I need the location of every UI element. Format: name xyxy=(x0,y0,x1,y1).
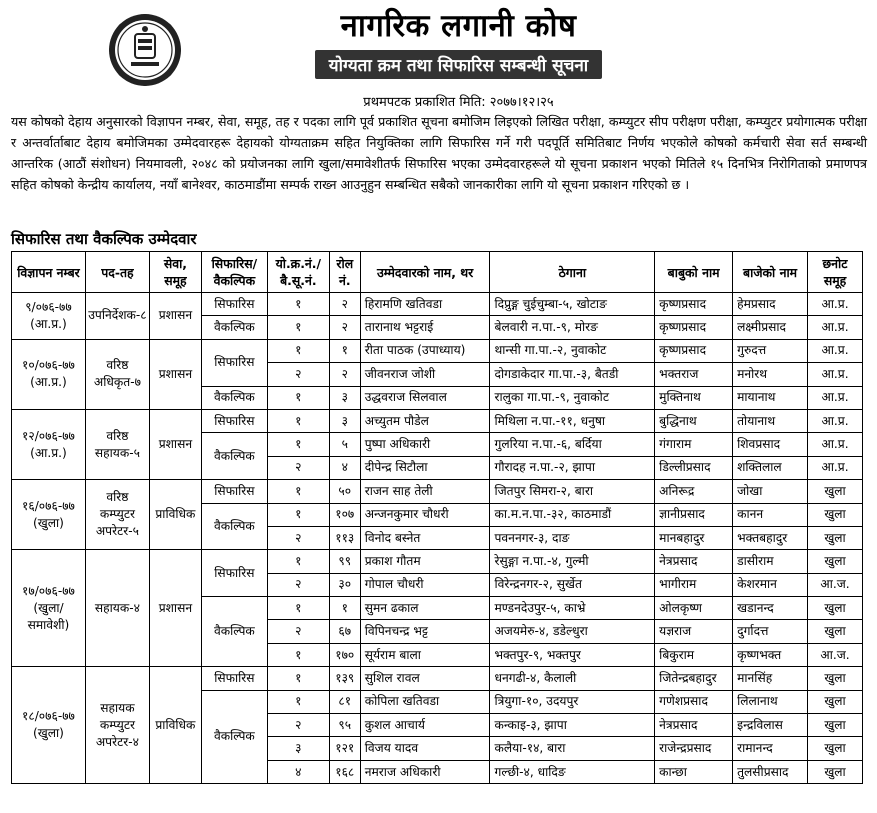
column-header: विज्ञापन नम्बर xyxy=(12,252,86,293)
sequence-number-cell: २ xyxy=(267,573,329,596)
sequence-number-cell: २ xyxy=(267,363,329,386)
father-name-cell: राजेन्द्रप्रसाद xyxy=(655,737,733,760)
roll-number-cell: २ xyxy=(329,316,360,339)
roll-number-cell: २ xyxy=(329,363,360,386)
candidate-name-cell: कुशल आचार्य xyxy=(360,714,490,737)
selection-group-cell: खुला xyxy=(808,737,863,760)
selection-group-cell: आ.प्र. xyxy=(808,409,863,432)
candidate-name-cell: रीता पाठक (उपाध्याय) xyxy=(360,339,490,362)
sequence-number-cell: १ xyxy=(267,667,329,690)
candidate-name-cell: सुमन ढकाल xyxy=(360,597,490,620)
candidate-name-cell: तारानाथ भट्टराई xyxy=(360,316,490,339)
recommendation-type-cell: सिफारिस xyxy=(201,339,267,386)
grandfather-name-cell: मनोरथ xyxy=(733,363,808,386)
sequence-number-cell: १ xyxy=(267,293,329,316)
sequence-number-cell: १ xyxy=(267,316,329,339)
selection-group-cell: खुला xyxy=(808,714,863,737)
address-cell: रालुका गा.पा.-९, नुवाकोट xyxy=(490,386,655,409)
sequence-number-cell: १ xyxy=(267,597,329,620)
roll-number-cell: ११३ xyxy=(329,526,360,549)
sequence-number-cell: १ xyxy=(267,480,329,503)
grandfather-name-cell: दुर्गादत्त xyxy=(733,620,808,643)
grandfather-name-cell: केशरमान xyxy=(733,573,808,596)
table-row xyxy=(12,339,863,362)
post-level-cell: उपनिर्देशक-८ xyxy=(85,293,149,340)
selection-group-cell: आ.प्र. xyxy=(808,339,863,362)
grandfather-name-cell: डासीराम xyxy=(733,550,808,573)
father-name-cell: कृष्णप्रसाद xyxy=(655,316,733,339)
advertisement-number-cell: ९/०७६-७७ (आ.प्र.) xyxy=(12,293,86,340)
candidate-name-cell: सूर्यराम बाला xyxy=(360,643,490,666)
address-cell: मिथिला न.पा.-११, धनुषा xyxy=(490,409,655,432)
roll-number-cell: ६७ xyxy=(329,620,360,643)
service-group-cell: प्राविधिक xyxy=(149,480,201,550)
address-cell: विरेन्द्रनगर-२, सुर्खेत xyxy=(490,573,655,596)
recommendation-type-cell: सिफारिस xyxy=(201,480,267,503)
roll-number-cell: १३९ xyxy=(329,667,360,690)
table-row xyxy=(12,667,863,690)
candidate-name-cell: हिरामणि खतिवडा xyxy=(360,293,490,316)
advertisement-number-cell: १०/०७६-७७ (आ.प्र.) xyxy=(12,339,86,409)
address-cell: दिप्रुङ्ग चुईचुम्बा-५, खोटाङ xyxy=(490,293,655,316)
candidate-name-cell: सुशिल रावल xyxy=(360,667,490,690)
roll-number-cell: ५० xyxy=(329,480,360,503)
recommendation-type-cell: वैकल्पिक xyxy=(201,503,267,550)
sequence-number-cell: १ xyxy=(267,503,329,526)
roll-number-cell: १ xyxy=(329,597,360,620)
roll-number-cell: ५ xyxy=(329,433,360,456)
father-name-cell: बिकुराम xyxy=(655,643,733,666)
recommendation-type-cell: वैकल्पिक xyxy=(201,316,267,339)
advertisement-number-cell: १७/०७६-७७ (खुला/ समावेशी) xyxy=(12,550,86,667)
selection-group-cell: खुला xyxy=(808,597,863,620)
section-heading: सिफारिस तथा वैकल्पिक उम्मेदवार xyxy=(11,230,197,248)
post-level-cell: वरिष्ठ सहायक-५ xyxy=(85,409,149,479)
address-cell: जितपुर सिमरा-२, बारा xyxy=(490,480,655,503)
selection-group-cell: आ.प्र. xyxy=(808,363,863,386)
selection-group-cell: खुला xyxy=(808,526,863,549)
table-body xyxy=(12,293,863,784)
grandfather-name-cell: शिवप्रसाद xyxy=(733,433,808,456)
roll-number-cell: २ xyxy=(329,293,360,316)
selection-group-cell: खुला xyxy=(808,667,863,690)
address-cell: भक्तपुर-९, भक्तपुर xyxy=(490,643,655,666)
column-header: छनोट समूह xyxy=(808,252,863,293)
grandfather-name-cell: मायानाथ xyxy=(733,386,808,409)
recommendation-type-cell: सिफारिस xyxy=(201,293,267,316)
father-name-cell: नेत्रप्रसाद xyxy=(655,550,733,573)
candidate-name-cell: नमराज अधिकारी xyxy=(360,760,490,783)
selection-group-cell: खुला xyxy=(808,480,863,503)
grandfather-name-cell: तुलसीप्रसाद xyxy=(733,760,808,783)
column-header: बाजेको नाम xyxy=(733,252,808,293)
selection-group-cell: आ.ज. xyxy=(808,573,863,596)
address-cell: पवननगर-३, दाङ xyxy=(490,526,655,549)
father-name-cell: ओलकृष्ण xyxy=(655,597,733,620)
candidate-name-cell: विजय यादव xyxy=(360,737,490,760)
father-name-cell: गणेशप्रसाद xyxy=(655,690,733,713)
column-header: पद-तह xyxy=(85,252,149,293)
address-cell: अजयमेरु-४, डडेल्धुरा xyxy=(490,620,655,643)
address-cell: रेसुङ्गा न.पा.-४, गुल्मी xyxy=(490,550,655,573)
candidate-name-cell: गोपाल चौधरी xyxy=(360,573,490,596)
address-cell: थान्सी गा.पा.-२, नुवाकोट xyxy=(490,339,655,362)
sequence-number-cell: १ xyxy=(267,550,329,573)
recommendation-type-cell: वैकल्पिक xyxy=(201,690,267,784)
grandfather-name-cell: मानसिंह xyxy=(733,667,808,690)
sequence-number-cell: १ xyxy=(267,690,329,713)
father-name-cell: कान्छा xyxy=(655,760,733,783)
father-name-cell: भागीराम xyxy=(655,573,733,596)
selection-group-cell: खुला xyxy=(808,690,863,713)
roll-number-cell: ९९ xyxy=(329,550,360,573)
recommendation-type-cell: सिफारिस xyxy=(201,667,267,690)
address-cell: का.म.न.पा.-३२, काठमाडौं xyxy=(490,503,655,526)
candidate-name-cell: उद्धवराज सिलवाल xyxy=(360,386,490,409)
header-row xyxy=(12,252,863,293)
selection-group-cell: आ.प्र. xyxy=(808,433,863,456)
address-cell: मण्डनदेउपुर-५, काभ्रे xyxy=(490,597,655,620)
advertisement-number-cell: १२/०७६-७७ (आ.प्र.) xyxy=(12,409,86,479)
roll-number-cell: ४ xyxy=(329,456,360,479)
address-cell: गौरादह न.पा.-२, झापा xyxy=(490,456,655,479)
roll-number-cell: ८१ xyxy=(329,690,360,713)
table-row xyxy=(12,293,863,316)
father-name-cell: कृष्णप्रसाद xyxy=(655,293,733,316)
selection-group-cell: खुला xyxy=(808,620,863,643)
notice-subtitle: योग्यता क्रम तथा सिफारिस सम्बन्धी सूचना xyxy=(315,50,602,79)
sequence-number-cell: १ xyxy=(267,386,329,409)
roll-number-cell: ३० xyxy=(329,573,360,596)
grandfather-name-cell: शक्तिलाल xyxy=(733,456,808,479)
post-level-cell: वरिष्ठ कम्प्युटर अपरेटर-५ xyxy=(85,480,149,550)
grandfather-name-cell: जोखा xyxy=(733,480,808,503)
recommendation-type-cell: सिफारिस xyxy=(201,550,267,597)
roll-number-cell: १०७ xyxy=(329,503,360,526)
service-group-cell: प्रशासन xyxy=(149,293,201,340)
service-group-cell: प्राविधिक xyxy=(149,667,201,784)
grandfather-name-cell: रामानन्द xyxy=(733,737,808,760)
grandfather-name-cell: इन्द्रविलास xyxy=(733,714,808,737)
sequence-number-cell: २ xyxy=(267,620,329,643)
address-cell: कलैया-१४, बारा xyxy=(490,737,655,760)
notice-body: यस कोषको देहाय अनुसारको विज्ञापन नम्बर, सेवा, समूह, तह र पदका लागि पूर्व प्रकाशित सूचना बमोजिम लिइएको लिखित परीक्षा, कम्प्युटर सीप परीक्षण परीक्षा, कम्प्युटर प्रयोगात्मक परीक्षा र अन्तर्वार्ताबाट देहाय बमोजिमका उम्मेदवारहरू देहायको योग्यताक्रम सहित नियुक्तिका लागि सिफारिस गर्ने गरी पदपूर्ति समितिबाट निर्णय भएकोले कोषको कर्मचारी सेवा सर्त सम्बन्धी आन्तरिक (आठौं संशोधन) नियमावली, २०४८ को प्रयोजनका लागि खुला/समावेशीतर्फ सिफारिस भएका उम्मेदवारहरूले यो सूचना प्रकाशन भएको मितिले १५ दिनभित्र निरोगिताको प्रमाणपत्र सहित कोषको केन्द्रीय कार्यालय, नयाँ बानेश्वर, काठमाडौंमा सम्पर्क राख्न आउनुहुन सम्बन्धित सबैको जानकारीका लागि यो सूचना प्रकाशन गरिएको छ । xyxy=(11,114,867,192)
address-cell: बेलवारी न.पा.-९, मोरङ xyxy=(490,316,655,339)
recommendation-type-cell: वैकल्पिक xyxy=(201,433,267,480)
sequence-number-cell: १ xyxy=(267,433,329,456)
grandfather-name-cell: कृष्णभक्त xyxy=(733,643,808,666)
father-name-cell: भक्तराज xyxy=(655,363,733,386)
advertisement-number-cell: १८/०७६-७७ (खुला) xyxy=(12,667,86,784)
selection-group-cell: खुला xyxy=(808,760,863,783)
column-header: सिफारिस/ वैकल्पिक xyxy=(201,252,267,293)
grandfather-name-cell: लक्ष्मीप्रसाद xyxy=(733,316,808,339)
sequence-number-cell: १ xyxy=(267,339,329,362)
service-group-cell: प्रशासन xyxy=(149,409,201,479)
sequence-number-cell: ३ xyxy=(267,737,329,760)
post-level-cell: सहायक-४ xyxy=(85,550,149,667)
father-name-cell: डिल्लीप्रसाद xyxy=(655,456,733,479)
candidate-name-cell: दीपेन्द्र सिटौला xyxy=(360,456,490,479)
candidate-name-cell: राजन साह तेली xyxy=(360,480,490,503)
roll-number-cell: ३ xyxy=(329,409,360,432)
father-name-cell: जितेन्द्रबहादुर xyxy=(655,667,733,690)
column-header: उम्मेदवारको नाम, थर xyxy=(360,252,490,293)
grandfather-name-cell: हेमप्रसाद xyxy=(733,293,808,316)
selection-group-cell: खुला xyxy=(808,550,863,573)
post-level-cell: सहायक कम्प्युटर अपरेटर-४ xyxy=(85,667,149,784)
selection-group-cell: खुला xyxy=(808,503,863,526)
grandfather-name-cell: भक्तबहादुर xyxy=(733,526,808,549)
column-header: रोल नं. xyxy=(329,252,360,293)
column-header: ठेगाना xyxy=(490,252,655,293)
selection-group-cell: आ.ज. xyxy=(808,643,863,666)
sequence-number-cell: २ xyxy=(267,526,329,549)
father-name-cell: नेत्रप्रसाद xyxy=(655,714,733,737)
sequence-number-cell: २ xyxy=(267,456,329,479)
father-name-cell: गंगाराम xyxy=(655,433,733,456)
grandfather-name-cell: लिलानाथ xyxy=(733,690,808,713)
roll-number-cell: १ xyxy=(329,339,360,362)
post-level-cell: वरिष्ठ अधिकृत-७ xyxy=(85,339,149,409)
candidate-name-cell: जीवनराज जोशी xyxy=(360,363,490,386)
selection-group-cell: आ.प्र. xyxy=(808,456,863,479)
sequence-number-cell: ४ xyxy=(267,760,329,783)
service-group-cell: प्रशासन xyxy=(149,550,201,667)
advertisement-number-cell: १६/०७६-७७ (खुला) xyxy=(12,480,86,550)
father-name-cell: कृष्णप्रसाद xyxy=(655,339,733,362)
candidate-name-cell: कोपिला खतिवडा xyxy=(360,690,490,713)
grandfather-name-cell: गुरुदत्त xyxy=(733,339,808,362)
father-name-cell: यज्ञराज xyxy=(655,620,733,643)
column-header: यो.क्र.नं./ बै.सू.नं. xyxy=(267,252,329,293)
sequence-number-cell: १ xyxy=(267,409,329,432)
roll-number-cell: १२१ xyxy=(329,737,360,760)
address-cell: गुलरिया न.पा.-६, बर्दिया xyxy=(490,433,655,456)
address-cell: दोगडाकेदार गा.पा.-३, बैतडी xyxy=(490,363,655,386)
column-header: सेवा, समूह xyxy=(149,252,201,293)
candidate-name-cell: अन्जनकुमार चौधरी xyxy=(360,503,490,526)
address-cell: त्रियुगा-१०, उदयपुर xyxy=(490,690,655,713)
candidate-name-cell: पुष्पा अधिकारी xyxy=(360,433,490,456)
father-name-cell: ज्ञानीप्रसाद xyxy=(655,503,733,526)
table-row xyxy=(12,409,863,432)
candidates-table xyxy=(11,251,863,784)
page-title: नागरिक लगानी कोष xyxy=(340,8,577,44)
subtitle-wrap xyxy=(0,50,877,79)
selection-group-cell: आ.प्र. xyxy=(808,293,863,316)
address-cell: धनगढी-४, कैलाली xyxy=(490,667,655,690)
publication-date: प्रथमपटक प्रकाशित मिति: २०७७।१२।२५ xyxy=(363,95,554,110)
father-name-cell: अनिरूद्र xyxy=(655,480,733,503)
grandfather-name-cell: तोयानाथ xyxy=(733,409,808,432)
column-header: बाबुको नाम xyxy=(655,252,733,293)
address-cell: कन्काइ-३, झापा xyxy=(490,714,655,737)
father-name-cell: मुक्तिनाथ xyxy=(655,386,733,409)
table-header xyxy=(12,252,863,293)
candidate-name-cell: विनोद बस्नेत xyxy=(360,526,490,549)
recommendation-type-cell: वैकल्पिक xyxy=(201,386,267,409)
candidate-name-cell: अच्युतम पौडेल xyxy=(360,409,490,432)
table-row xyxy=(12,550,863,573)
sequence-number-cell: २ xyxy=(267,714,329,737)
sequence-number-cell: १ xyxy=(267,643,329,666)
recommendation-type-cell: वैकल्पिक xyxy=(201,597,267,667)
address-cell: गल्छी-४, धादिङ xyxy=(490,760,655,783)
table-row xyxy=(12,480,863,503)
grandfather-name-cell: कानन xyxy=(733,503,808,526)
roll-number-cell: ९५ xyxy=(329,714,360,737)
grandfather-name-cell: खडानन्द xyxy=(733,597,808,620)
selection-group-cell: आ.प्र. xyxy=(808,386,863,409)
roll-number-cell: ३ xyxy=(329,386,360,409)
selection-group-cell: आ.प्र. xyxy=(808,316,863,339)
candidate-name-cell: विपिनचन्द्र भट्ट xyxy=(360,620,490,643)
recommendation-type-cell: सिफारिस xyxy=(201,409,267,432)
father-name-cell: मानबहादुर xyxy=(655,526,733,549)
service-group-cell: प्रशासन xyxy=(149,339,201,409)
roll-number-cell: १६८ xyxy=(329,760,360,783)
roll-number-cell: १७० xyxy=(329,643,360,666)
candidate-name-cell: प्रकाश गौतम xyxy=(360,550,490,573)
father-name-cell: बुद्धिनाथ xyxy=(655,409,733,432)
